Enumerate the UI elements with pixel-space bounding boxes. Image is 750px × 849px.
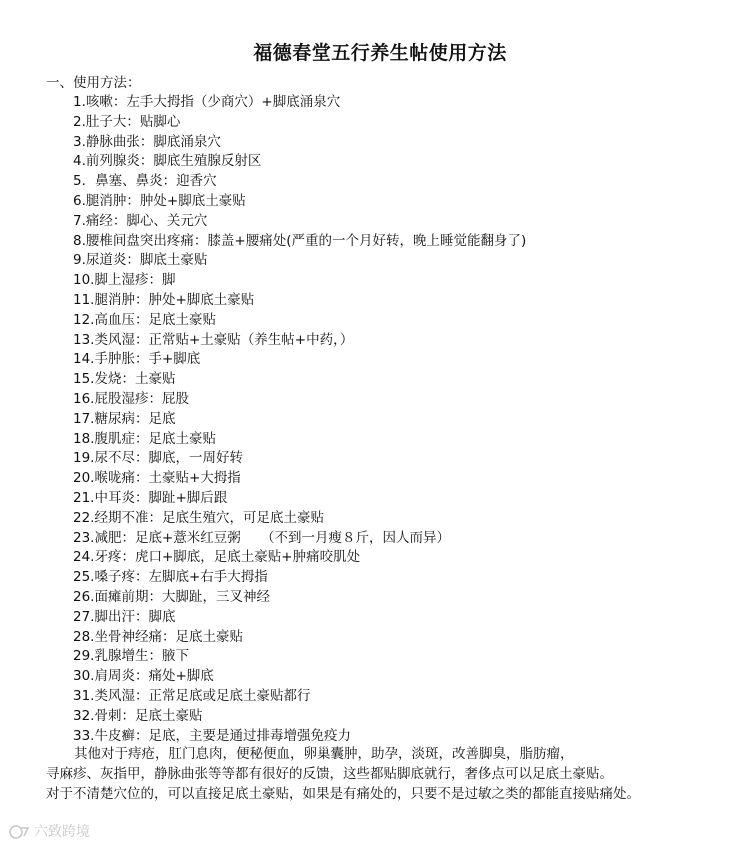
list-item: 31.类风湿：正常足底或足底土豪贴都行: [73, 687, 311, 704]
list-item: 19.尿不尽：脚底，一周好转: [73, 450, 243, 467]
list-item: 16.屁股湿疹：屁股: [73, 390, 189, 407]
list-item: 7.痛经：脚心、关元穴: [73, 212, 208, 229]
paragraph-line-1: 其他对于痔疮，肛门息肉，便秘便血，卵巢囊肿，助孕，淡斑，改善脚臭，脂肪瘤，: [74, 746, 574, 762]
list-item: 27.脚出汗：脚底: [73, 608, 176, 625]
list-item: 24.牙疼：虎口+脚底，足底土豪贴+肿痛咬肌处: [73, 549, 361, 566]
list-item: 26.面瘫前期：大脚趾，三叉神经: [73, 588, 270, 605]
list-item: 4.前列腺炎：脚底生殖腺反射区: [73, 153, 262, 170]
list-item: 9.尿道炎：脚底土豪贴: [73, 252, 208, 269]
paragraph-line-3: 对于不清楚穴位的，可以直接足底土豪贴，如果是有痛处的，只要不是过敏之类的都能直接贴痛处。: [46, 786, 640, 802]
list-item: 1.咳嗽：左手大拇指（少商穴）+脚底涌泉穴: [73, 94, 341, 110]
list-item: 12.高血压：足底土豪贴: [73, 311, 216, 328]
list-item: 30.肩周炎：痛处+脚底: [73, 668, 214, 685]
list-item: 11.腿消肿：肿处+脚底土豪贴: [73, 291, 255, 308]
list-item: 13.类风湿：正常贴+土豪贴（养生帖+中药，）: [73, 331, 354, 348]
list-item: 3.静脉曲张：脚底涌泉穴: [73, 133, 221, 150]
list-item: 25.嗓子疼：左脚底+右手大拇指: [73, 569, 268, 586]
list-item: 2.肚子大：贴脚心: [73, 113, 181, 130]
list-item: 17.糖尿病：足底: [73, 410, 176, 427]
paragraph-line-2: 寻麻疹、灰指甲，静脉曲张等等都有很好的反馈，这些都贴脚底就行，奢侈点可以足底土豪贴。: [46, 766, 613, 782]
list-item: 32.骨刺：足底土豪贴: [73, 707, 203, 724]
list-item: 10.脚上湿疹：脚: [73, 272, 176, 289]
usage-list: [73, 93, 526, 746]
list-item: 23.减肥：足底+薏米红豆粥 （不到一月瘦８斤，因人而异）: [73, 529, 451, 546]
list-item: 20.喉咙痛：土豪贴+大拇指: [73, 470, 241, 487]
list-item: 29.乳腺增生：腋下: [73, 648, 189, 665]
watermark-text: 六致跨境: [34, 824, 90, 840]
list-item: 6.腿消肿：肿处+脚底土豪贴: [73, 192, 246, 209]
list-item: 8.腰椎间盘突出疼痛：膝盖+腰痛处(严重的一个月好转，晚上睡觉能翻身了): [73, 232, 527, 249]
list-item: 22.经期不准：足底生殖穴，可足底土豪贴: [73, 509, 324, 526]
document-title: 福德春堂五行养生帖使用方法: [253, 42, 507, 64]
watermark: [8, 822, 90, 842]
list-item: 18.腹肌症：足底土豪贴: [73, 430, 216, 447]
list-item: 21.中耳炎：脚趾+脚后跟: [73, 489, 228, 506]
section-heading: 一、使用方法：: [46, 75, 141, 91]
list-item: 14.手肿胀：手+脚底: [73, 351, 201, 368]
list-item: 33.牛皮癣：足底，主要是通过排毒增强免疫力: [73, 727, 351, 744]
list-item: 5．鼻塞、鼻炎：迎香穴: [73, 173, 217, 190]
list-item: 15.发烧：土豪贴: [73, 371, 176, 388]
watermark-logo-icon: [8, 824, 30, 840]
list-item: 28.坐骨神经痛：足底土豪贴: [73, 628, 243, 645]
